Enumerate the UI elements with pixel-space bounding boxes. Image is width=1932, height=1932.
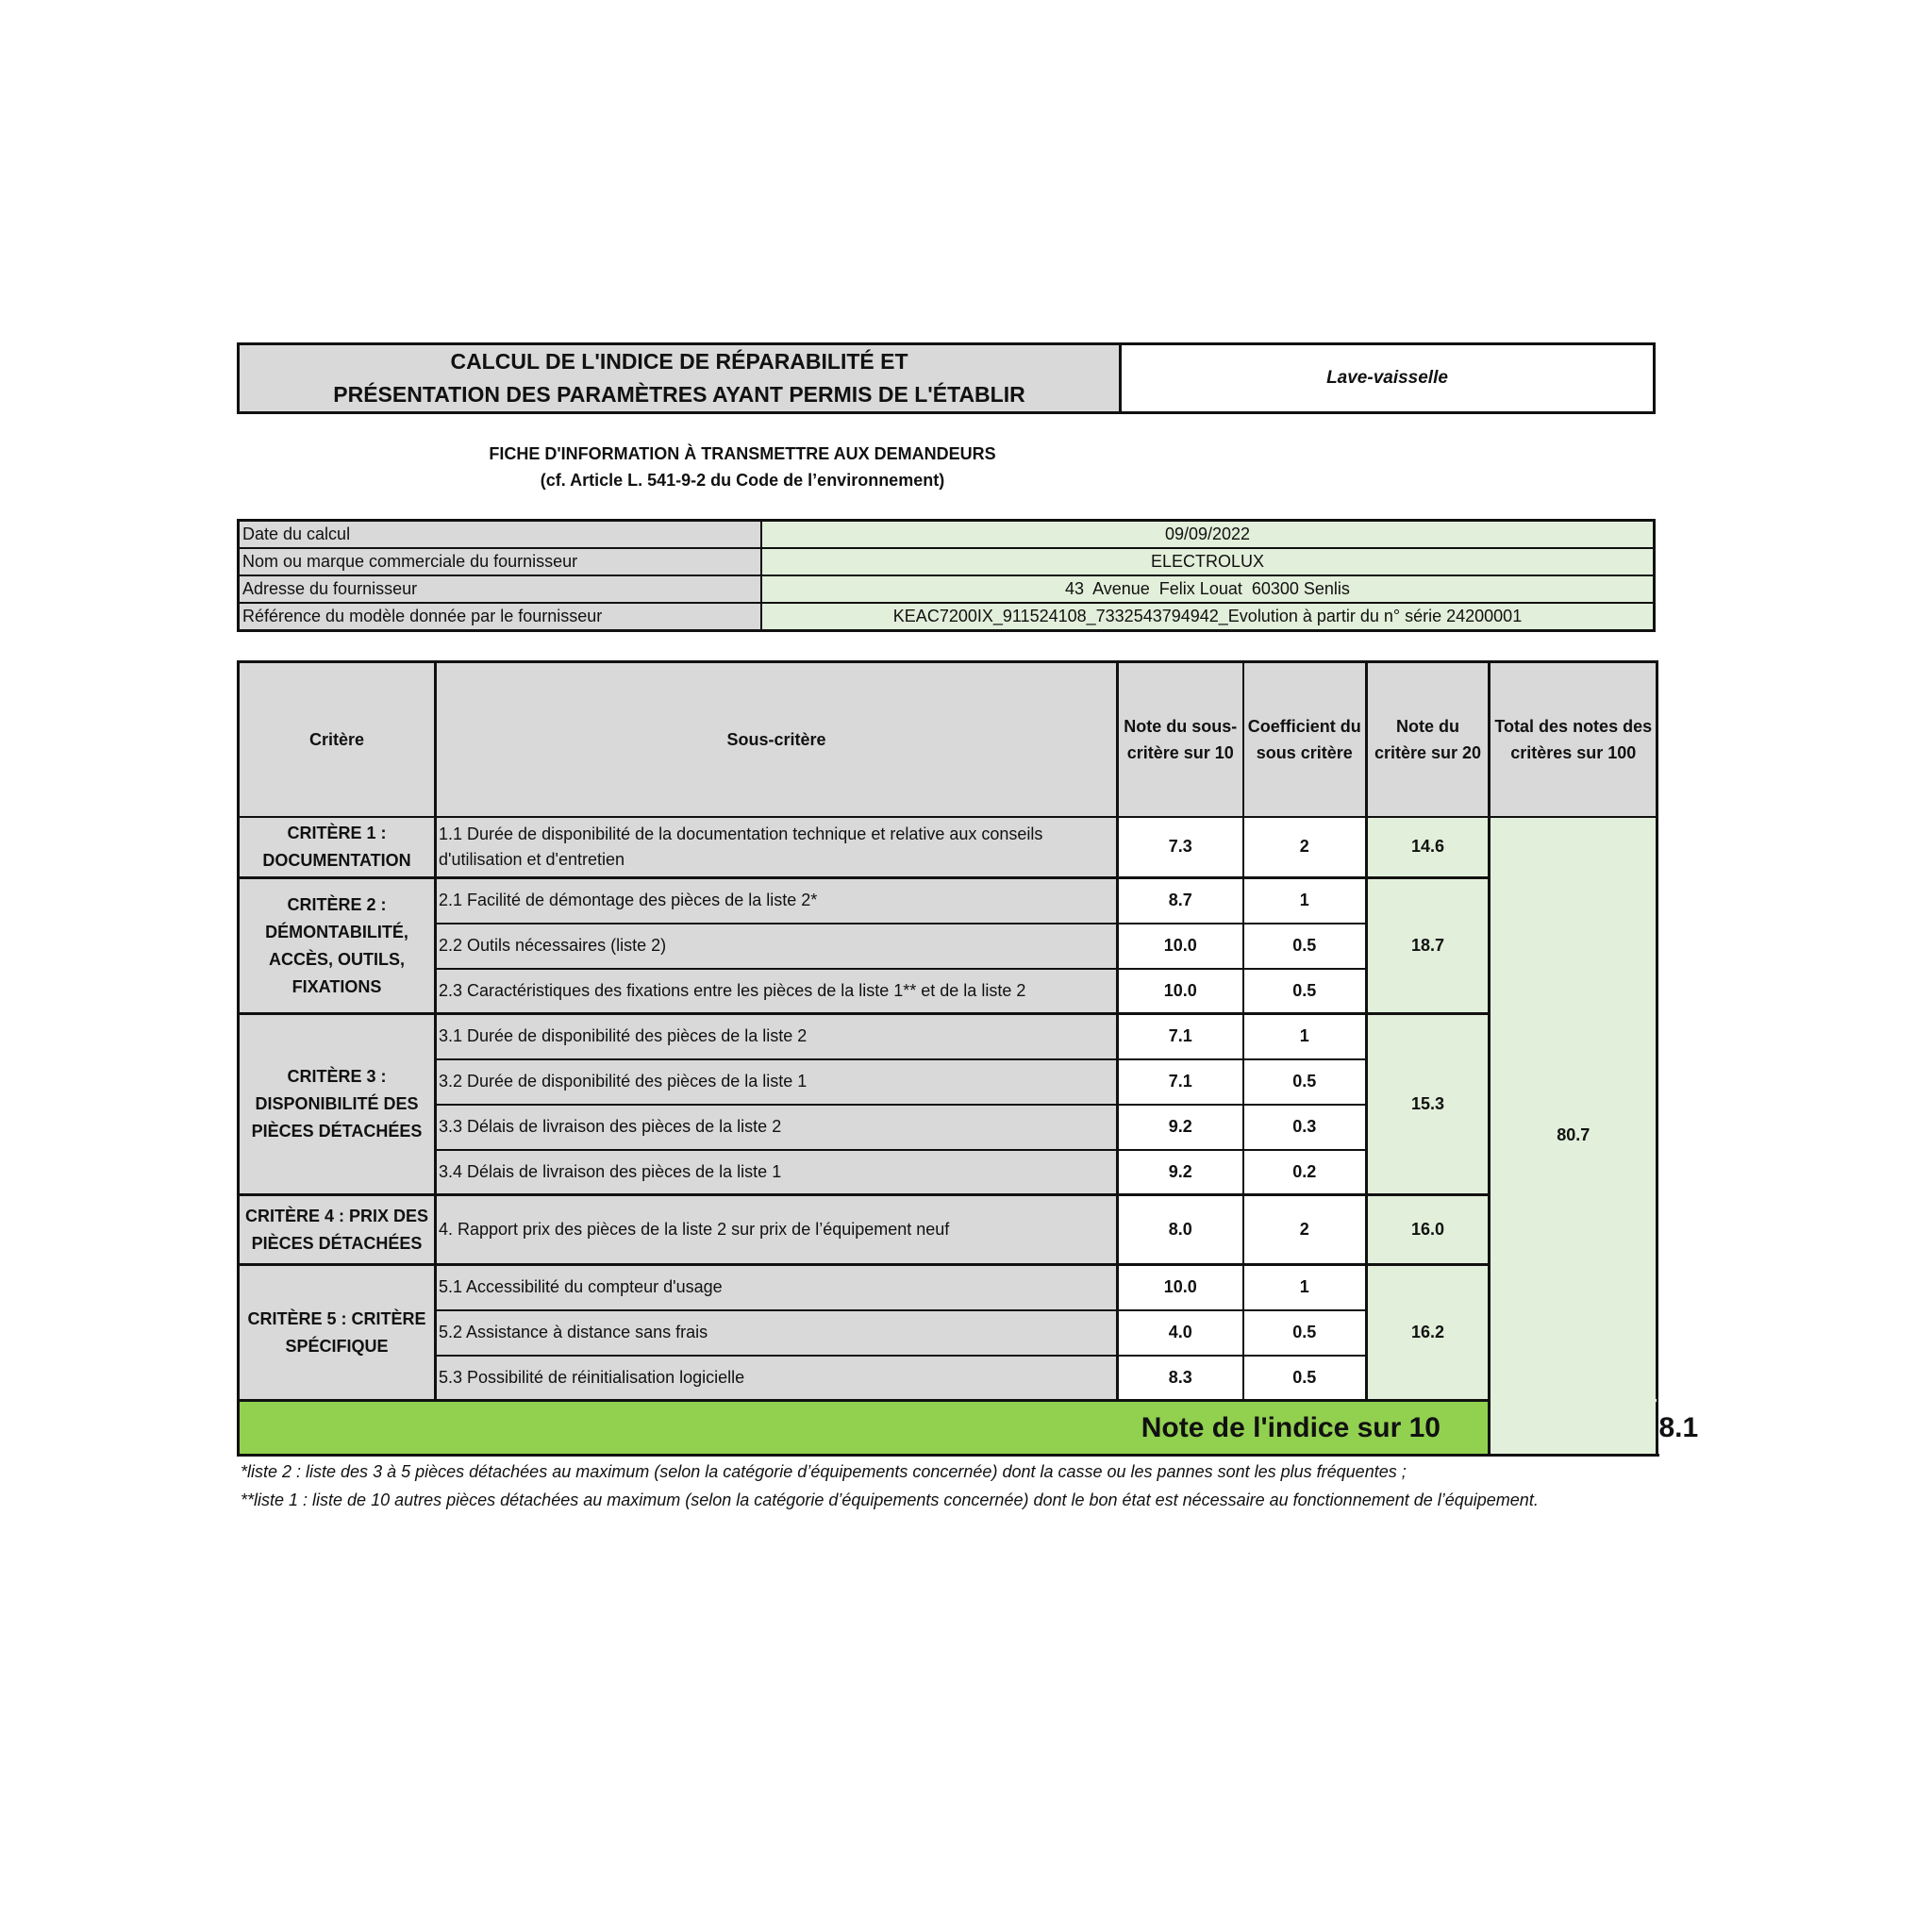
repairability-score-table: [237, 660, 1699, 1457]
subcriterion-label: 2.3 Caractéristiques des fixations entre les pièces de la liste 1** et de la liste 2: [436, 969, 1118, 1014]
subcriterion-coefficient: 0.5: [1243, 969, 1367, 1014]
total-score: 80.7: [1490, 817, 1657, 1456]
criterion-1-label: CRITÈRE 1 : DOCUMENTATION: [239, 817, 436, 878]
subcriterion-note: 9.2: [1118, 1150, 1243, 1195]
criterion-3-note: 15.3: [1367, 1014, 1490, 1195]
criterion-2-label: CRITÈRE 2 : DÉMONTABILITÉ, ACCÈS, OUTILS, FIXATIONS: [239, 878, 436, 1014]
criterion-2-note: 18.7: [1367, 878, 1490, 1014]
subcriterion-label: 2.2 Outils nécessaires (liste 2): [436, 924, 1118, 969]
header-coefficient: Coefficient du sous critère: [1243, 662, 1367, 817]
subcriterion-note: 10.0: [1118, 924, 1243, 969]
supplier-info-table: [237, 519, 1656, 632]
subcriterion-label: 1.1 Durée de disponibilité de la documentation technique et relative aux conseils d'utilisation et d'entretien: [436, 817, 1118, 878]
header-note-sous-critere: Note du sous-critère sur 10: [1118, 662, 1243, 817]
subcriterion-label: 3.1 Durée de disponibilité des pièces de la liste 2: [436, 1014, 1118, 1059]
subcriterion-coefficient: 0.5: [1243, 1310, 1367, 1356]
subcriterion-label: 4. Rapport prix des pièces de la liste 2 sur prix de l’équipement neuf: [436, 1195, 1118, 1265]
subtitle-line-2: (cf. Article L. 541-9-2 du Code de l’environnement): [540, 471, 945, 490]
criterion-1-note: 14.6: [1367, 817, 1490, 878]
info-value: ELECTROLUX: [761, 548, 1655, 575]
info-value: 09/09/2022: [761, 521, 1655, 549]
subcriterion-note: 8.7: [1118, 878, 1243, 924]
info-row-brand: [239, 548, 1655, 575]
subcriterion-coefficient: 0.5: [1243, 1059, 1367, 1105]
subcriterion-note: 9.2: [1118, 1105, 1243, 1150]
table-row: [239, 817, 1657, 878]
footnotes: [241, 1457, 1656, 1514]
header-total: Total des notes des critères sur 100: [1490, 662, 1657, 817]
document-header: [237, 342, 1656, 414]
subcriterion-label: 2.1 Facilité de démontage des pièces de la liste 2*: [436, 878, 1118, 924]
header-note-critere: Note du critère sur 20: [1367, 662, 1490, 817]
title-line-2: PRÉSENTATION DES PARAMÈTRES AYANT PERMIS DE L'ÉTABLIR: [333, 382, 1025, 407]
info-label: Nom ou marque commerciale du fournisseur: [239, 548, 762, 575]
table-row: [239, 1195, 1657, 1265]
table-row: [239, 1014, 1657, 1059]
subcriterion-coefficient: 0.2: [1243, 1150, 1367, 1195]
subcriterion-note: 8.0: [1118, 1195, 1243, 1265]
final-score-label: Note de l'indice sur 10: [239, 1401, 1490, 1456]
subcriterion-note: 7.1: [1118, 1014, 1243, 1059]
subcriterion-coefficient: 0.5: [1243, 924, 1367, 969]
table-header-row: [239, 662, 1657, 817]
subcriterion-coefficient: 0.5: [1243, 1356, 1367, 1401]
subtitle-line-1: FICHE D'INFORMATION À TRANSMETTRE AUX DEMANDEURS: [489, 444, 996, 463]
subcriterion-label: 5.2 Assistance à distance sans frais: [436, 1310, 1118, 1356]
criterion-5-note: 16.2: [1367, 1265, 1490, 1401]
final-score-row: Note de l'indice sur 10 8.1: [239, 1401, 1657, 1456]
table-row: [239, 1265, 1657, 1310]
criterion-3-label: CRITÈRE 3 : DISPONIBILITÉ DES PIÈCES DÉTACHÉES: [239, 1014, 436, 1195]
subcriterion-note: 10.0: [1118, 969, 1243, 1014]
footnote-2: **liste 1 : liste de 10 autres pièces détachées au maximum (selon la catégorie d’équipements concernée) dont le bon état est nécessaire au fonctionnement de l’équipement.: [241, 1491, 1539, 1509]
info-value: KEAC7200IX_911524108_7332543794942_Evolution à partir du n° série 24200001: [761, 603, 1655, 631]
subcriterion-note: 8.3: [1118, 1356, 1243, 1401]
criterion-4-label: CRITÈRE 4 : PRIX DES PIÈCES DÉTACHÉES: [239, 1195, 436, 1265]
subcriterion-label: 5.3 Possibilité de réinitialisation logicielle: [436, 1356, 1118, 1401]
info-label: Adresse du fournisseur: [239, 575, 762, 603]
title-line-1: CALCUL DE L'INDICE DE RÉPARABILITÉ ET: [450, 349, 908, 374]
table-row: [239, 878, 1657, 924]
subcriterion-label: 3.2 Durée de disponibilité des pièces de la liste 1: [436, 1059, 1118, 1105]
info-value: 43 Avenue Felix Louat 60300 Senlis: [761, 575, 1655, 603]
subcriterion-label: 3.3 Délais de livraison des pièces de la liste 2: [436, 1105, 1118, 1150]
subcriterion-coefficient: 1: [1243, 1265, 1367, 1310]
header-sous-critere: Sous-critère: [436, 662, 1118, 817]
subcriterion-note: 10.0: [1118, 1265, 1243, 1310]
subcriterion-coefficient: 0.3: [1243, 1105, 1367, 1150]
subcriterion-coefficient: 2: [1243, 1195, 1367, 1265]
info-row-reference: [239, 603, 1655, 631]
document-subtitle: [237, 441, 1248, 493]
subcriterion-note: 7.3: [1118, 817, 1243, 878]
subcriterion-coefficient: 2: [1243, 817, 1367, 878]
criterion-4-note: 16.0: [1367, 1195, 1490, 1265]
info-label: Date du calcul: [239, 521, 762, 549]
subcriterion-label: 3.4 Délais de livraison des pièces de la liste 1: [436, 1150, 1118, 1195]
header-critere: Critère: [239, 662, 436, 817]
subcriterion-label: 5.1 Accessibilité du compteur d'usage: [436, 1265, 1118, 1310]
criterion-5-label: CRITÈRE 5 : CRITÈRE SPÉCIFIQUE: [239, 1265, 436, 1401]
document-title: [240, 345, 1122, 411]
info-row-address: [239, 575, 1655, 603]
info-label: Référence du modèle donnée par le fournisseur: [239, 603, 762, 631]
info-row-date: [239, 521, 1655, 549]
subcriterion-coefficient: 1: [1243, 878, 1367, 924]
subcriterion-note: 4.0: [1118, 1310, 1243, 1356]
product-category: Lave-vaisselle: [1326, 368, 1448, 388]
subcriterion-coefficient: 1: [1243, 1014, 1367, 1059]
subcriterion-note: 7.1: [1118, 1059, 1243, 1105]
footnote-1: *liste 2 : liste des 3 à 5 pièces détachées au maximum (selon la catégorie d’équipements concernée) dont la casse ou les pannes sont les plus fréquentes ;: [241, 1462, 1407, 1481]
